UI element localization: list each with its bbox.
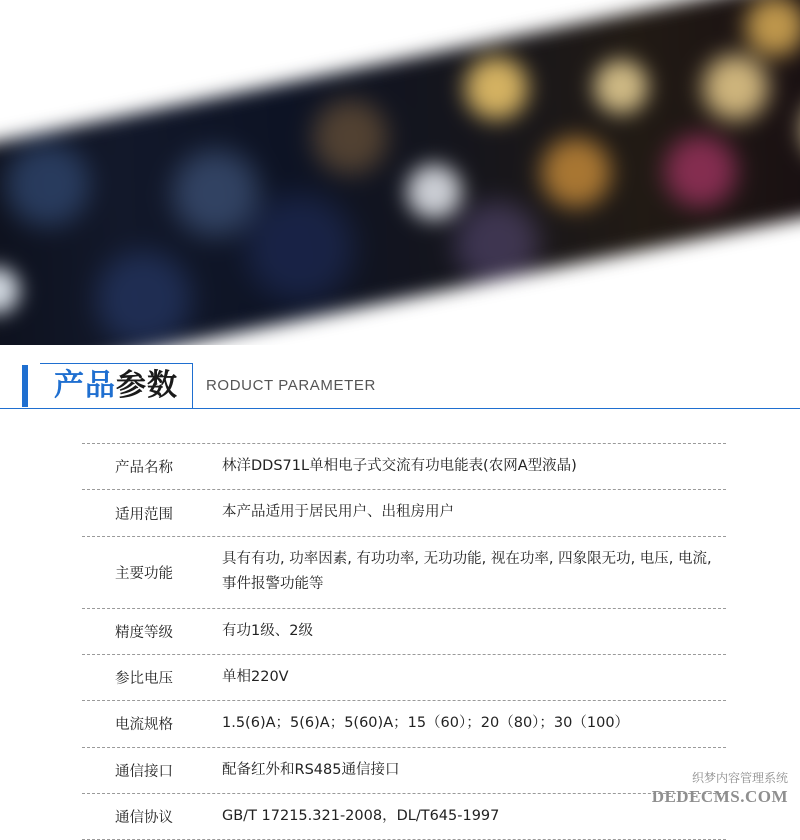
page-title bbox=[54, 368, 178, 403]
watermark-en: DEDECMS.COM bbox=[651, 787, 788, 807]
table-row bbox=[82, 794, 726, 840]
param-label: 通信协议 bbox=[115, 810, 173, 827]
section-header bbox=[0, 363, 800, 421]
param-label: 精度等级 bbox=[115, 624, 173, 641]
hero-banner bbox=[0, 0, 800, 345]
banner-clip bbox=[0, 0, 800, 345]
param-value: 有功1级、2级 bbox=[222, 622, 313, 639]
table-row bbox=[82, 537, 726, 609]
table-row bbox=[82, 655, 726, 701]
table-row bbox=[82, 490, 726, 536]
param-label: 通信接口 bbox=[115, 763, 173, 780]
page-title-part2: 参数 bbox=[116, 368, 178, 403]
param-label: 参比电压 bbox=[115, 671, 173, 688]
param-value: 1.5(6)A；5(6)A；5(60)A；15（60）；20（80）；30（100） bbox=[222, 715, 630, 732]
param-label: 主要功能 bbox=[115, 565, 173, 582]
watermark-cn: 织梦内容管理系统 bbox=[691, 770, 788, 785]
table-row bbox=[82, 443, 726, 490]
page-title-part1: 产品 bbox=[54, 368, 116, 403]
param-label: 适用范围 bbox=[115, 506, 173, 523]
param-value: 本产品适用于居民用户、出租房用户 bbox=[222, 504, 454, 521]
table-row bbox=[82, 609, 726, 655]
param-label: 产品名称 bbox=[115, 460, 173, 477]
param-value: 林洋DDS71L单相电子式交流有功电能表(农网A型液晶) bbox=[222, 458, 577, 474]
banner-photo bbox=[0, 0, 800, 345]
header-title-box bbox=[40, 363, 193, 409]
page-subtitle: RODUCT PARAMETER bbox=[206, 377, 376, 394]
header-accent-bar bbox=[22, 365, 28, 407]
table-row bbox=[82, 701, 726, 747]
param-value: 单相220V bbox=[222, 668, 289, 685]
table-row bbox=[82, 748, 726, 794]
param-value: GB/T 17215.321-2008，DL/T645-1997 bbox=[222, 808, 500, 824]
param-value: 具有有功, 功率因素, 有功功率, 无功功能, 视在功率, 四象限无功, 电压, 电流, 事件报警功能等 bbox=[222, 550, 712, 593]
param-label: 电流规格 bbox=[115, 717, 173, 734]
watermark bbox=[652, 770, 788, 809]
param-value: 配备红外和RS485通信接口 bbox=[222, 761, 400, 778]
